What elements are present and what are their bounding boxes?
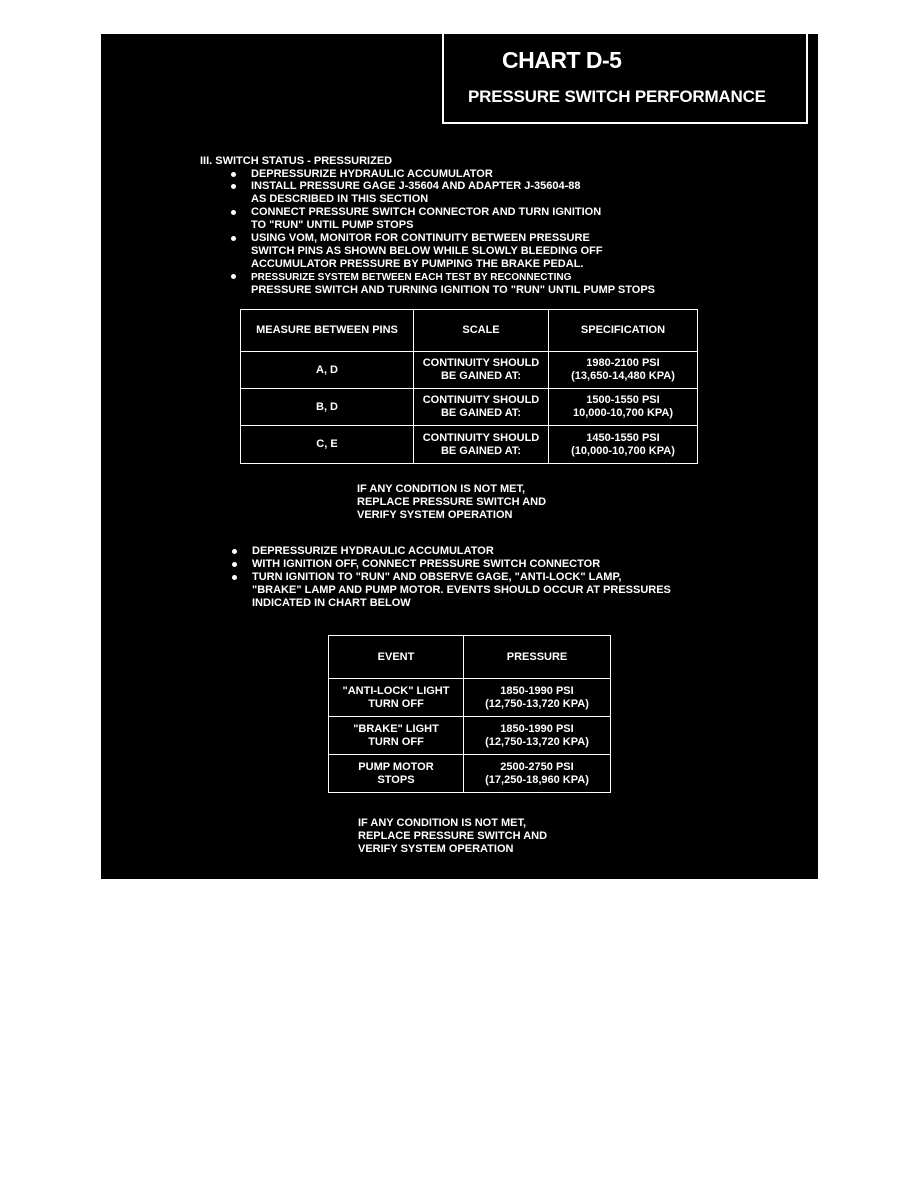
spec-cell [549, 352, 698, 389]
table-row [241, 426, 698, 464]
continuity-table [240, 309, 698, 464]
column-header: EVENT [329, 636, 464, 679]
instruction-line: SWITCH PINS AS SHOWN BELOW WHILE SLOWLY BLEEDING OFF [251, 245, 603, 257]
instruction-line: TURN IGNITION TO "RUN" AND OBSERVE GAGE, "ANTI-LOCK" LAMP, [252, 571, 622, 583]
pressure-line: (17,250-18,960 KPA) [485, 773, 589, 786]
spec-cell [549, 389, 698, 426]
pins-cell: A, D [241, 352, 414, 389]
instruction-line: TO "RUN" UNTIL PUMP STOPS [251, 219, 414, 231]
scale-line: CONTINUITY SHOULD [422, 431, 540, 444]
scale-cell [414, 389, 549, 426]
bullet-icon [231, 274, 236, 279]
pressure-cell [464, 755, 611, 793]
table-row [329, 755, 611, 793]
scale-line: BE GAINED AT: [440, 370, 522, 382]
pins-cell: B, D [241, 389, 414, 426]
instruction-line: ACCUMULATOR PRESSURE BY PUMPING THE BRAKE PEDAL. [251, 258, 584, 270]
section-heading: III. SWITCH STATUS - PRESSURIZED [200, 155, 393, 167]
table-row [329, 717, 611, 755]
event-line: TURN OFF [368, 697, 424, 710]
condition-note [357, 483, 546, 522]
table-row [329, 679, 611, 717]
column-header: SPECIFICATION [549, 310, 698, 352]
note-line: IF ANY CONDITION IS NOT MET, [358, 817, 527, 829]
event-cell [329, 755, 464, 793]
condition-note [358, 817, 547, 856]
instruction-line: DEPRESSURIZE HYDRAULIC ACCUMULATOR [251, 168, 493, 180]
pressure-line: (12,750-13,720 KPA) [485, 735, 589, 748]
event-cell [329, 679, 464, 717]
note-line: REPLACE PRESSURE SWITCH AND [357, 496, 547, 508]
scale-line: BE GAINED AT: [440, 444, 522, 457]
pressure-line: 1850-1990 PSI [500, 684, 574, 697]
instruction-line: INSTALL PRESSURE GAGE J-35604 AND ADAPTER J-35604-88 [251, 180, 581, 192]
event-line: STOPS [377, 773, 415, 786]
instruction-line: PRESSURIZE SYSTEM BETWEEN EACH TEST BY RECONNECTING [251, 272, 572, 283]
event-line: PUMP MOTOR [358, 760, 434, 773]
chart-title: CHART D-5 [502, 47, 622, 73]
column-header: SCALE [414, 310, 549, 352]
spec-line: (13,650-14,480 KPA) [571, 370, 675, 382]
spec-line: 1450-1550 PSI [586, 431, 660, 444]
scale-cell [414, 426, 549, 464]
spec-cell [549, 426, 698, 464]
table-header-row [329, 636, 611, 679]
scale-line: CONTINUITY SHOULD [422, 394, 540, 406]
instruction-line: "BRAKE" LAMP AND PUMP MOTOR. EVENTS SHOULD OCCUR AT PRESSURES [252, 584, 671, 596]
scale-line: CONTINUITY SHOULD [422, 357, 540, 369]
spec-line: 1500-1550 PSI [586, 394, 660, 406]
scale-cell [414, 352, 549, 389]
note-line: REPLACE PRESSURE SWITCH AND [358, 830, 548, 842]
instruction-line: PRESSURE SWITCH AND TURNING IGNITION TO "RUN" UNTIL PUMP STOPS [251, 284, 656, 296]
table-header-row [241, 310, 698, 352]
note-line: IF ANY CONDITION IS NOT MET, [357, 483, 526, 495]
bullet-icon [232, 549, 237, 554]
pressure-line: 1850-1990 PSI [500, 722, 574, 735]
bullet-icon [231, 210, 236, 215]
bullet-icon [231, 184, 236, 189]
bullet-icon [232, 575, 237, 580]
instruction-line: AS DESCRIBED IN THIS SECTION [251, 193, 429, 205]
scale-line: BE GAINED AT: [440, 407, 522, 419]
bullet-icon [231, 172, 236, 177]
chart-subtitle: PRESSURE SWITCH PERFORMANCE [468, 87, 766, 106]
event-table [328, 635, 611, 793]
note-line: VERIFY SYSTEM OPERATION [358, 843, 514, 855]
column-header: MEASURE BETWEEN PINS [241, 310, 414, 352]
instruction-line: WITH IGNITION OFF, CONNECT PRESSURE SWITCH CONNECTOR [252, 558, 601, 570]
pins-cell: C, E [241, 426, 414, 464]
bullet-icon [232, 562, 237, 567]
chart-panel [101, 34, 818, 879]
column-header: PRESSURE [464, 636, 611, 679]
event-line: "BRAKE" LIGHT [353, 722, 439, 735]
event-line: "ANTI-LOCK" LIGHT [342, 684, 450, 697]
spec-line: (10,000-10,700 KPA) [571, 444, 675, 457]
spec-line: 10,000-10,700 KPA) [572, 407, 674, 419]
bullet-icon [231, 236, 236, 241]
title-box [442, 34, 808, 124]
pressure-cell [464, 679, 611, 717]
event-cell [329, 717, 464, 755]
instruction-line: DEPRESSURIZE HYDRAULIC ACCUMULATOR [252, 545, 494, 557]
table-row [241, 389, 698, 426]
pressure-line: 2500-2750 PSI [500, 760, 574, 773]
note-line: VERIFY SYSTEM OPERATION [357, 509, 513, 521]
spec-line: 1980-2100 PSI [586, 357, 660, 369]
event-line: TURN OFF [368, 735, 424, 748]
pressure-cell [464, 717, 611, 755]
instruction-line: CONNECT PRESSURE SWITCH CONNECTOR AND TURN IGNITION [251, 206, 602, 218]
pressure-line: (12,750-13,720 KPA) [485, 697, 589, 710]
table-row [241, 352, 698, 389]
instruction-line: INDICATED IN CHART BELOW [252, 597, 411, 609]
instruction-line: USING VOM, MONITOR FOR CONTINUITY BETWEEN PRESSURE [251, 232, 590, 244]
